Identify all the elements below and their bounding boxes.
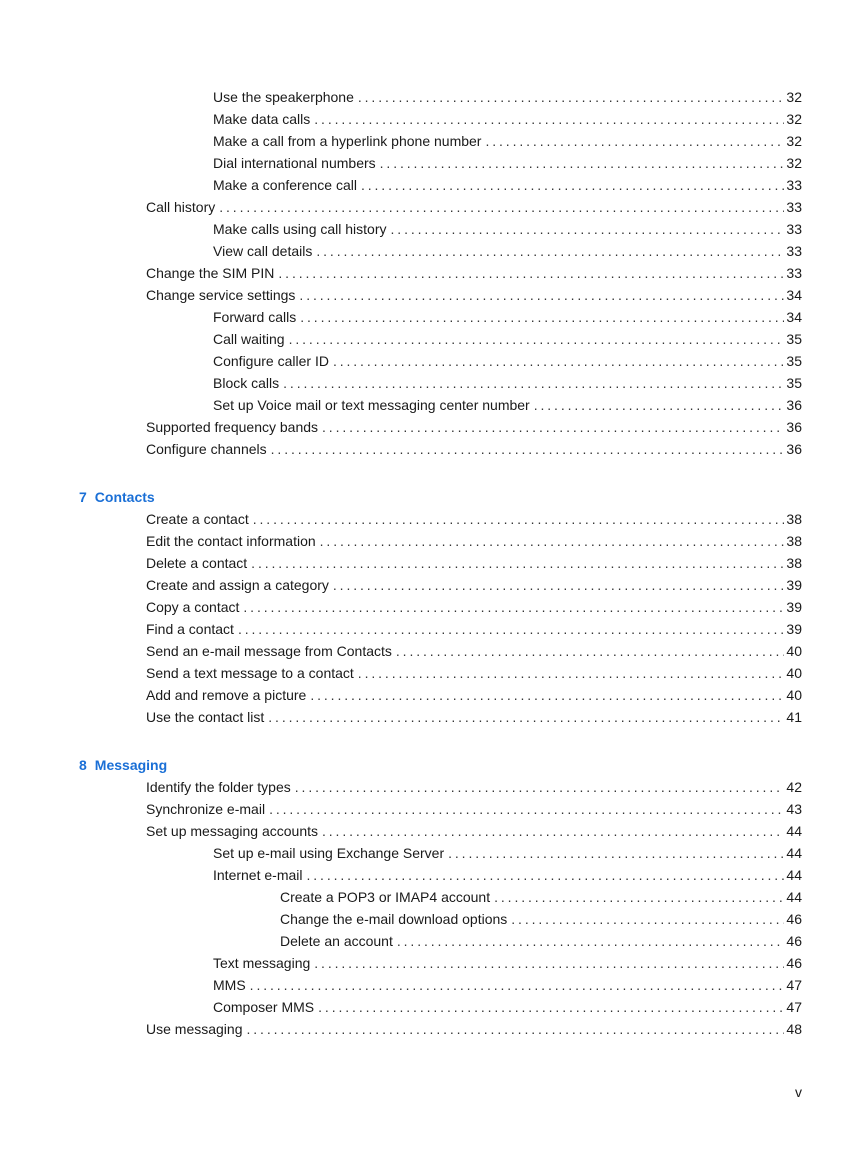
dot-leader xyxy=(396,640,785,662)
toc-entry-label: Create a contact xyxy=(146,511,249,527)
dot-leader xyxy=(333,574,785,596)
toc-entry[interactable] xyxy=(146,684,802,706)
dot-leader xyxy=(253,508,785,530)
toc-entry-label: Use the contact list xyxy=(146,709,265,725)
toc-entry-page: 40 xyxy=(786,687,802,703)
toc-entry-page: 35 xyxy=(786,353,802,369)
toc-entry-label: Forward calls xyxy=(213,309,297,325)
dot-leader xyxy=(278,262,784,284)
dot-leader xyxy=(391,218,785,240)
dot-leader xyxy=(299,284,784,306)
toc-entry[interactable] xyxy=(213,350,802,372)
chapter-heading-contacts[interactable] xyxy=(79,486,868,508)
toc-entry[interactable] xyxy=(280,886,802,908)
toc-entry[interactable] xyxy=(146,530,802,552)
dot-leader xyxy=(358,662,785,684)
toc-entry[interactable] xyxy=(280,908,802,930)
toc-entry-page: 33 xyxy=(786,177,802,193)
chapter-number: 7 xyxy=(79,489,87,505)
toc-entry-label: Identify the folder types xyxy=(146,779,291,795)
dot-leader xyxy=(380,152,785,174)
dot-leader xyxy=(316,240,784,262)
toc-entry-page: 40 xyxy=(786,643,802,659)
toc-entry-page: 39 xyxy=(786,577,802,593)
toc-entry-page: 33 xyxy=(786,221,802,237)
toc-entry[interactable] xyxy=(213,328,802,350)
dot-leader xyxy=(511,908,784,930)
toc-entry-page: 40 xyxy=(786,665,802,681)
toc-entry-page: 32 xyxy=(786,89,802,105)
toc-entry-label: Make data calls xyxy=(213,111,311,127)
toc-entry-page: 32 xyxy=(786,111,802,127)
toc-entry[interactable] xyxy=(146,596,802,618)
spacer xyxy=(0,728,868,754)
toc-entry[interactable] xyxy=(146,640,802,662)
toc-entry-page: 36 xyxy=(786,419,802,435)
toc-entry-label: Make calls using call history xyxy=(213,221,387,237)
dot-leader xyxy=(300,306,784,328)
chapter-number: 8 xyxy=(79,757,87,773)
dot-leader xyxy=(358,86,785,108)
dot-leader xyxy=(448,842,784,864)
dot-leader xyxy=(397,930,785,952)
toc-entry-label: Configure caller ID xyxy=(213,353,329,369)
table-of-contents xyxy=(0,86,868,1040)
toc-entry-page: 48 xyxy=(786,1021,802,1037)
toc-entry[interactable] xyxy=(213,952,802,974)
toc-entry[interactable] xyxy=(146,706,802,728)
toc-entry[interactable] xyxy=(213,996,802,1018)
toc-entry-page: 33 xyxy=(786,199,802,215)
toc-entry[interactable] xyxy=(213,394,802,416)
toc-entry-label: Text messaging xyxy=(213,955,311,971)
toc-entry-page: 46 xyxy=(786,955,802,971)
spacer xyxy=(0,460,868,486)
toc-entry-label: Configure channels xyxy=(146,441,267,457)
toc-entry-label: Edit the contact information xyxy=(146,533,316,549)
toc-entry-label: Find a contact xyxy=(146,621,234,637)
toc-entry-page: 38 xyxy=(786,555,802,571)
toc-section-contacts xyxy=(0,508,868,728)
toc-entry[interactable] xyxy=(146,508,802,530)
toc-entry-label: Synchronize e-mail xyxy=(146,801,266,817)
toc-entry[interactable] xyxy=(146,284,802,306)
toc-entry[interactable] xyxy=(146,820,802,842)
toc-entry-page: 44 xyxy=(786,889,802,905)
toc-entry[interactable] xyxy=(146,552,802,574)
toc-entry-page: 34 xyxy=(786,309,802,325)
toc-entry-label: Call history xyxy=(146,199,216,215)
toc-entry-page: 44 xyxy=(786,823,802,839)
dot-leader xyxy=(485,130,784,152)
dot-leader xyxy=(314,108,784,130)
toc-entry[interactable] xyxy=(280,930,802,952)
toc-entry-label: Add and remove a picture xyxy=(146,687,307,703)
toc-entry-page: 43 xyxy=(786,801,802,817)
toc-entry[interactable] xyxy=(146,416,802,438)
toc-entry-page: 35 xyxy=(786,331,802,347)
toc-entry-label: Supported frequency bands xyxy=(146,419,319,435)
chapter-title: Messaging xyxy=(94,757,168,773)
page-number: v xyxy=(795,1084,802,1100)
dot-leader xyxy=(534,394,785,416)
toc-entry-label: Set up Voice mail or text messaging center number xyxy=(213,397,530,413)
toc-entry-label: Set up e-mail using Exchange Server xyxy=(213,845,445,861)
toc-entry-page: 36 xyxy=(786,441,802,457)
toc-entry-label: Send an e-mail message from Contacts xyxy=(146,643,392,659)
toc-entry-page: 46 xyxy=(786,933,802,949)
toc-entry[interactable] xyxy=(213,306,802,328)
toc-entry-page: 39 xyxy=(786,599,802,615)
toc-entry[interactable] xyxy=(146,438,802,460)
dot-leader xyxy=(318,996,784,1018)
toc-entry-label: Block calls xyxy=(213,375,280,391)
toc-entry[interactable] xyxy=(213,864,802,886)
toc-entry[interactable] xyxy=(213,218,802,240)
toc-entry-page: 36 xyxy=(786,397,802,413)
toc-entry-page: 46 xyxy=(786,911,802,927)
toc-entry-label: Create a POP3 or IMAP4 account xyxy=(280,889,491,905)
toc-entry-page: 44 xyxy=(786,845,802,861)
toc-entry-page: 35 xyxy=(786,375,802,391)
toc-entry-label: View call details xyxy=(213,243,313,259)
toc-entry-label: Composer MMS xyxy=(213,999,315,1015)
dot-leader xyxy=(322,416,784,438)
toc-entry-page: 41 xyxy=(786,709,802,725)
chapter-title: Contacts xyxy=(94,489,155,505)
toc-entry-label: Change the SIM PIN xyxy=(146,265,275,281)
toc-entry[interactable] xyxy=(213,152,802,174)
toc-entry-label: Dial international numbers xyxy=(213,155,376,171)
dot-leader xyxy=(247,1018,785,1040)
toc-entry-page: 32 xyxy=(786,155,802,171)
dot-leader xyxy=(314,952,784,974)
dot-leader xyxy=(289,328,785,350)
toc-entry-label: Make a conference call xyxy=(213,177,357,193)
dot-leader xyxy=(269,798,784,820)
dot-leader xyxy=(320,530,785,552)
toc-entry-page: 34 xyxy=(786,287,802,303)
dot-leader xyxy=(250,974,785,996)
toc-entry-label: Use the speakerphone xyxy=(213,89,354,105)
toc-entry-page: 32 xyxy=(786,133,802,149)
toc-entry[interactable] xyxy=(213,240,802,262)
dot-leader xyxy=(333,350,784,372)
toc-entry-label: Set up messaging accounts xyxy=(146,823,318,839)
toc-section-phone xyxy=(0,86,868,460)
toc-entry[interactable] xyxy=(146,574,802,596)
toc-entry-label: Use messaging xyxy=(146,1021,243,1037)
toc-entry-label: MMS xyxy=(213,977,246,993)
toc-entry-page: 33 xyxy=(786,265,802,281)
toc-entry[interactable] xyxy=(146,798,802,820)
toc-entry[interactable] xyxy=(213,86,802,108)
toc-entry-label: Internet e-mail xyxy=(213,867,303,883)
toc-entry[interactable] xyxy=(213,372,802,394)
toc-entry-page: 33 xyxy=(786,243,802,259)
toc-entry-page: 42 xyxy=(786,779,802,795)
toc-section-messaging xyxy=(0,776,868,1040)
dot-leader xyxy=(271,438,785,460)
dot-leader xyxy=(322,820,784,842)
dot-leader xyxy=(310,684,784,706)
dot-leader xyxy=(283,372,784,394)
toc-entry-page: 39 xyxy=(786,621,802,637)
toc-entry[interactable] xyxy=(213,174,802,196)
toc-entry-page: 38 xyxy=(786,511,802,527)
toc-entry-label: Change the e-mail download options xyxy=(280,911,508,927)
toc-entry-label: Delete an account xyxy=(280,933,393,949)
dot-leader xyxy=(251,552,784,574)
toc-entry[interactable] xyxy=(146,196,802,218)
dot-leader xyxy=(238,618,784,640)
dot-leader xyxy=(306,864,784,886)
toc-entry-label: Change service settings xyxy=(146,287,296,303)
toc-entry[interactable] xyxy=(146,776,802,798)
toc-entry-page: 47 xyxy=(786,999,802,1015)
toc-entry-page: 38 xyxy=(786,533,802,549)
toc-entry[interactable] xyxy=(213,974,802,996)
dot-leader xyxy=(219,196,784,218)
dot-leader xyxy=(361,174,784,196)
toc-entry[interactable] xyxy=(146,662,802,684)
toc-entry[interactable] xyxy=(213,842,802,864)
toc-entry[interactable] xyxy=(213,108,802,130)
toc-entry[interactable] xyxy=(146,618,802,640)
dot-leader xyxy=(295,776,785,798)
toc-entry-label: Create and assign a category xyxy=(146,577,329,593)
toc-entry-page: 44 xyxy=(786,867,802,883)
toc-entry-label: Delete a contact xyxy=(146,555,248,571)
toc-entry-label: Make a call from a hyperlink phone number xyxy=(213,133,482,149)
dot-leader xyxy=(268,706,784,728)
chapter-heading-messaging[interactable] xyxy=(79,754,868,776)
dot-leader xyxy=(243,596,784,618)
toc-entry-label: Send a text message to a contact xyxy=(146,665,354,681)
toc-entry-page: 47 xyxy=(786,977,802,993)
toc-entry[interactable] xyxy=(146,1018,802,1040)
toc-entry-label: Copy a contact xyxy=(146,599,240,615)
toc-entry-label: Call waiting xyxy=(213,331,285,347)
toc-entry[interactable] xyxy=(146,262,802,284)
dot-leader xyxy=(494,886,784,908)
toc-entry[interactable] xyxy=(213,130,802,152)
